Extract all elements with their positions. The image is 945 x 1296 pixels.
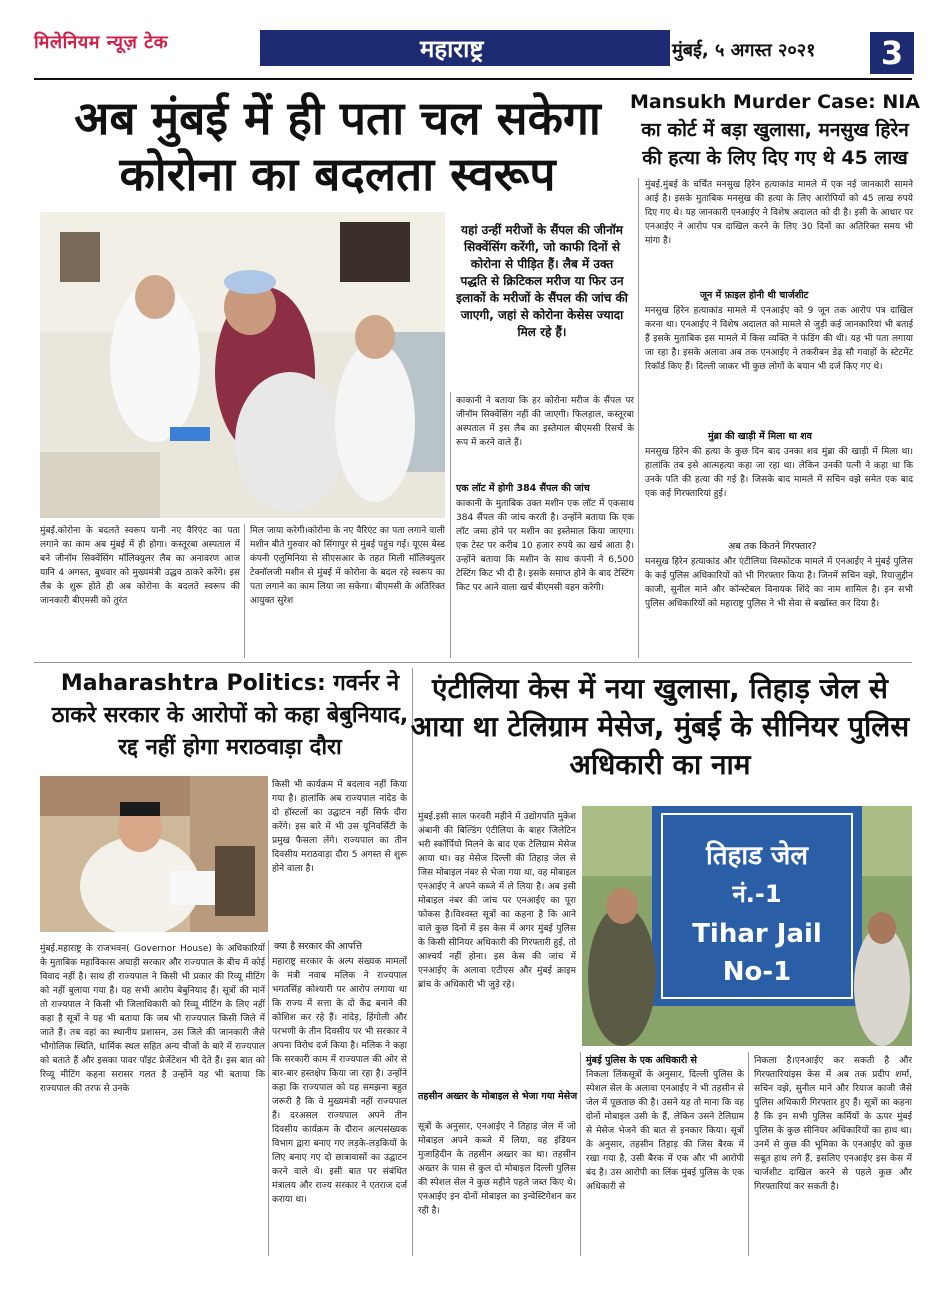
politics-right-top: किसी भी कार्यक्रम में बदलाव नहीं किया गया है। हालांकि अब राज्यपाल नांदेड के दो हॉस्टलों का उद्घाटन नहीं सिर्फ दौरा करेंगे। इस बारे में भी उस यूनिवर्सिटी के प्रमुख फैसला लेंगे। राज्यपाल का तीन दिवसीय मराठवाड़ा दौरा 5 अगस्त से शुरू होने वाला है। xyxy=(272,780,407,874)
corona-col-3b: काकानी के मुताबिक उक्त मशीन एक लॉट में एकसाथ 384 सैंपल की जांच करती है। उन्होंने बताया कि एक लॉट जमा होने पर मशीन का इस्तेमाल किया जाएगा। एक टेस्ट पर करीब 10 हजार रुपये का खर्च आता है। उन्होंने बताया कि मशीन के साथ कंपनी ने 6,500 टेस्टिंग किट भी दी है। इसके समाप्त होने के बाद टेस्टिंग किट पर आने वाला खर्च बीएमसी वहन करेगी। xyxy=(456,499,634,593)
corona-subhead-1: एक लॉट में होगी 384 सैंपल की जांच xyxy=(456,483,590,494)
mansukh-para-3: मनसुख हिरेन की हत्या के कुछ दिन बाद उनका शव मुंब्रा की खाड़ी में मिला था। हालांकि तब इसे आत्महत्या कहा जा रहा था। लेकिन उनकी पत्नी ने कहा था कि उनके पति की हत्या की गई है। जिसके बाद मामले में सचिन वझे समेत एक बाद एक कई गिरफ्तारियां हुई। xyxy=(645,447,913,499)
sign-line-3: Tihar Jail xyxy=(692,919,822,949)
corona-pull-quote xyxy=(456,222,628,341)
corona-col-1: मुंबई.कोरोना के बदलते स्वरूप यानी नए वैरिएंट का पता लगाने का काम अब मुंबई में ही होगा। कस्तूरबा अस्पताल में बने जीनॉम सिक्वेंसिंग मॉलिक्युलर लैब का अनावरण आज यानि 4 अगस्त, बुधवार को मुख्यमंत्री उद्धव ठाकरे करेंगे। इस लैब के शुरू होते ही अब कोरोना के बदलते स्वरूप की जानकारी बीएमसी को तुरंत xyxy=(40,526,240,606)
mansukh-subhead-3: अब तक कितने गिरफ्तार? xyxy=(728,541,817,552)
mansukh-para-2: मनसुख हिरेन हत्याकांड मामले में एनआईए को 9 जून तक आरोप पत्र दाखिल करना था। एनआईए ने विशेष अदालत को मामले से जुड़ी कई जानकारियां भी बताई हैं इसके मुताबिक इस मामले में किस व्यक्ति ने फंडिंग की थी। यह भी पता लगाया जा रहा है। इसके अलावा अब तक एनआईए ने तकरीबन डेढ़ सौ गवाहों के स्टेटमेंट रिकॉर्ड किए हैं। दिल्ली जाकर भी कुछ लोगों के बयान भी दर्ज किए गए थे। xyxy=(645,306,913,372)
column-rule xyxy=(244,524,245,658)
politics-subhead-1: क्या है सरकार की आपत्ति xyxy=(274,941,363,952)
column-rule xyxy=(748,1052,749,1256)
antilia-col-b3: निकला है।एनआईए कर सकती है और गिरफ्तारियांइस केस में अब तक प्रदीप शर्मा, सचिन वझे, सुनील माने और रियाज काजी जैसे पुलिस अधिकारी गिरफ्तार हुए हैं। सूत्रों का कहना है कि इन सभी पुलिस कर्मियों के ऊपर मुंबई पुलिस के कुछ सीनियर अधिकारियों का हाथ था। उनमें से कुछ की भूमिका के एनआईए को कुछ सबूत हाथ लगे हैं, इसलिए एनआईए इस केस में चार्जशीट दाखिल करने से पहले कुछ और गिरफ्तारियां कर सकती है। xyxy=(754,1056,912,1192)
antilia-headline: एंटीलिया केस में नया खुलासा, तिहाड़ जेल से आया था टेलिग्राम मेसेज, मुंबई के सीनियर पुलिस अधिकारी का नाम xyxy=(410,672,910,781)
mansukh-para-4: मनसुख हिरेन हत्याकांड और एंटीलिया विस्फोटक मामले में एनआईए ने मुंबई पुलिस के कई पुलिस अधिकारियों को भी गिरफ्तार किया है। जिनमें सचिन वझे, रियाज़ुद्दीन काजी, सुनील माने और कॉन्स्टेबल विनायक शिंदे का नाम शामिल है। इन सभी पुलिस अधिकारियों को महाराष्ट्र पुलिस ने भी सेवा से बर्खास्त कर दिया है। xyxy=(645,557,913,609)
column-rule xyxy=(638,178,639,658)
politics-left: मुंबई.महाराष्ट्र के राजभवन( Governor House) के अधिकारियों के मुताबिक महाविकास अघाड़ी सरकार और राज्यपाल के बीच में कोई विवाद नहीं है। साथ ही राज्यपाल ने किसी भी प्रकार की रिव्यू मीटिंग को नहीं बुलाया गया है। यह सभी आरोप बेबुनियाद हैं। सूत्रों की मानें तो राज्यपाल ने किसी भी जिलाधिकारी को रिव्यू मीटिंग के लिए नहीं कहा है सूत्रों ने यह भी बताया कि जब भी राज्यपाल किसी जिले में जाते हैं। तब वहां का स्थानीय प्रशासन, उस जिले की जानकारी जैसे भौगोलिक स्थिति, धार्मिक स्थल सहित अन्य चीजों के बारे में राज्यपाल को बताते हैं और इसका पावर पॉइंट प्रेजेंटेशन भी देते हैं। इस बात को रिव्यू मीटिंग कहना सरासर गलत है उन्होंने यह भी बताया कि राज्यपाल की तरफ से उनके xyxy=(40,944,265,1094)
corona-col-2: मिल जाया करेगी।कोरोना के नए वैरिएंट का पता लगाने वाली मशीन बीते गुरुवार को सिंगापुर से मुंबई पहुंच गई। यूएस बेस्ड कंपनी एलुमिनिया से सीएसआर के तहत मिली मॉलिक्युलर टेक्नॉलजी मशीन से मुंबई में कोरोना के बदल रहे स्वरूप का पता लगाने का काम लिया जा सकेगा। बीएमसी के अतिरिक्त आयुक्त सुरेश xyxy=(250,526,445,606)
section-divider xyxy=(34,662,912,663)
mansukh-subhead-1: जून में फ़ाइल होनी थी चार्जशीट xyxy=(700,290,809,301)
antilia-subhead-1: तहसीन अख्तर के मोबाइल से भेजा गया मेसेज xyxy=(418,1091,578,1102)
section-bar xyxy=(260,30,670,66)
tihar-jail-photo xyxy=(582,806,912,1046)
page-number: 3 xyxy=(870,32,914,74)
mansukh-para-1: मुंबई.मुंबई के चर्चित मनसुख हिरेन हत्याकांड मामले में एक नई जानकारी सामने आई है। इसके मुताबिक मनसुख की हत्या के लिए आरोपियों को 45 लाख रुपये दिए गए थे। यह जानकारी एनआईए ने विशेष अदालत को दी है। इसी के आधार पर एनआईए ने आरोप पत्र दाखिल करने के लिए 30 दिनों का अतिरिक्त समय भी मांगा है। xyxy=(645,180,913,246)
masthead xyxy=(0,0,945,88)
antilia-col-left: मुंबई.इसी साल फरवरी महीने में उद्योगपति मुकेश अंबानी की बिल्डिंग एंटीलिया के बाहर जिलेटिन भरी स्कॉर्पियो मिलने के बाद एक टेलिग्राम मेसेज आया था। वह मेसेज दिल्ली की तिहाड़ जेल से जिस मोबाइल नंबर से भेजा गया था, वह मोबाइल एनआईए ने अपने कब्जे में ले लिया है। अब इसी मोबाइल नंबर की जांच पर एनआईए का पूरा फोकस है।विश्वस्त सूत्रों का कहना है कि आने वाले कुछ दिनों में इस केस में अगर मुंबई पुलिस के किसी सीनियर अधिकारी की गिरफ्तारी हुई, तो आश्चर्य नहीं होना। इस केस की जांच में एनआईए के अलावा एटीएस और मुंबई क्राइम ब्रांच के अधिकारी भी जुड़े रहे। xyxy=(418,812,576,990)
corona-headline: अब मुंबई में ही पता चल सकेगा कोरोना का बदलता स्वरूप xyxy=(74,91,601,201)
brand-name: मिलेनियम न्यूज़ टेक xyxy=(34,32,169,53)
pull-quote-text: यहां उन्हीं मरीजों के सैंपल की जीनॉम सिक्वेंसिंग करेंगी, जो काफी दिनों से कोरोना से पीड़ित हैं। लैब में उक्त पद्धति से क्रिटिकल मरीज या फिर उन इलाकों के मरीजों के सैंपल की जांच की जाएगी, जहां से कोरोना केसेस ज्यादा मिल रहे हैं। xyxy=(456,223,628,339)
politics-headline: Maharashtra Politics: गवर्नर ने ठाकरे सरकार के आरोपों को कहा बेबुनियाद, रद्द नहीं होगा मराठवाड़ा दौरा xyxy=(51,671,409,760)
vaccination-photo xyxy=(40,212,445,518)
sign-line-4: No-1 xyxy=(722,957,792,987)
column-rule xyxy=(268,940,269,1256)
sign-line-1: तिहाड जेल xyxy=(706,841,808,871)
mansukh-subhead-2: मुंब्रा की खाड़ी में मिला था शव xyxy=(708,431,812,442)
column-rule xyxy=(580,1052,581,1256)
masthead-rule xyxy=(34,78,912,80)
governor-photo xyxy=(40,776,268,932)
politics-right-bottom: महाराष्ट्र सरकार के अल्प संख्यक मामलों के मंत्री नवाब मलिक ने राज्यपाल भगतसिंह कोश्यारी पर आरोप लगाया था कि राज्य में सत्ता के दो केंद्र बनाने की कोशिश कर रहे हैं। नांदेड़, हिंगोली और परभणी के तीन दिवसीय पर भी सरकार ने अपना विरोध दर्ज किया है। मलिक ने कहा कि सरकारी काम में राज्यपाल की ओर से बार-बार हस्तक्षेप किया जा रहा है। उन्होंने कहा कि राज्यपाल को यह समझना बहुत जरूरी है कि वे मुख्यमंत्री नहीं राज्यपाल हैं। दरअसल राज्यपाल अपने तीन दिवसीय कार्यक्रम के दौरान अल्पसंख्यक विभाग द्वारा बनाए गए लड़के-लड़कियों के लिए बनाए गए दो छात्रावासों का उद्घाटन करने वाले थे। इसी बात पर संबंधित मंत्रालय और राज्य सरकार ने एतराज दर्ज कराया था। xyxy=(272,957,407,1205)
mansukh-headline: Mansukh Murder Case: NIA का कोर्ट में बड़ा खुलासा, मनसुख हिरेन की हत्या के लिए दिए गए थे 45 लाख xyxy=(630,91,920,169)
section-label: महाराष्ट्र xyxy=(420,35,484,63)
column-rule xyxy=(450,392,451,658)
sign-line-2: नं.-1 xyxy=(732,880,782,908)
corona-col-3a: काकानी ने बताया कि हर कोरोना मरीज के सैंपल पर जीनॉम सिक्वेंसिंग नहीं की जाएगी। फिलहाल, कस्तूरबा अस्पताल में इस लैब का इस्तेमाल बीएमसी रिसर्च के रूप में करने वाले हैं। xyxy=(456,396,634,448)
antilia-subhead-2: मुंबई पुलिस के एक अधिकारी से xyxy=(586,1055,697,1066)
edition-date: मुंबई, ५ अगस्त २०२१ xyxy=(672,40,816,61)
antilia-col-b1: सूत्रों के अनुसार, एनआईए ने तिहाड़ जेल में जो मोबाइल अपने कब्जे में लिया, वह इंडियन मुजाहिदीन के तहसीन अख्तर का था। तहसीन अख्तर के पास से कुल दो मोबाइल दिल्ली पुलिस की स्पेशल सेल ने कुछ महीने पहले जब्त किए थे। एनआईए इन दोनों मोबाइल का इन्वेस्टिगेशन कर रही है। xyxy=(418,1122,576,1216)
antilia-col-b2: निकला लिंकसूत्रों के अनुसार, दिल्ली पुलिस के स्पेशल सेल के अलावा एनआईए ने भी तहसीन से जेल में पूछताछ की है। उसने यह तो माना कि वह दोनों मोबाइल उसी के हैं, लेकिन उसने टेलिग्राम से मेसेज भेजने की बात से इनकार किया। सूत्रों के अनुसार, तहसीन तिहाड़ की जिस बैरक में रखा गया है, उसी बैरक में एक और भी आरोपी बंद है। उस आरोपी का लिंक मुंबई पुलिस के एक अधिकारी से xyxy=(586,1070,744,1192)
